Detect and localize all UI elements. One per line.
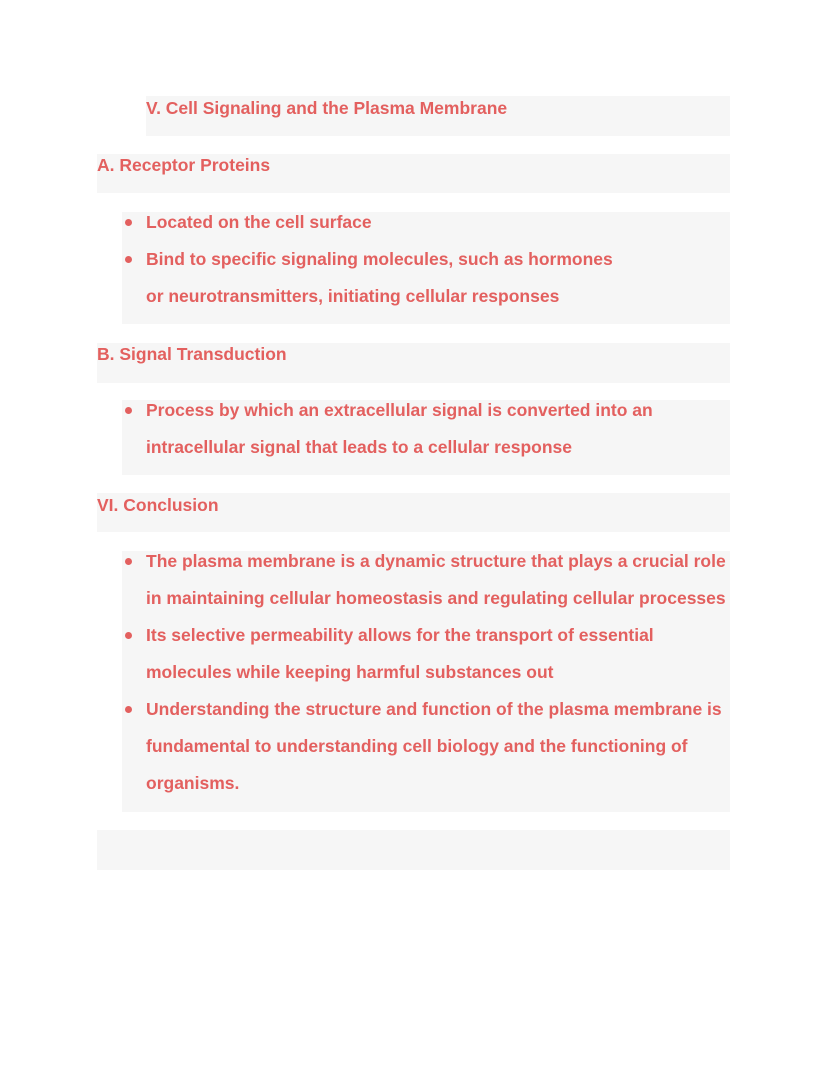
list-item: The plasma membrane is a dynamic structure that plays a crucial role in maintaining cellular homeostasis and regulating cellular processes (122, 543, 730, 617)
conclusion-heading: VI. Conclusion (97, 495, 219, 515)
signal-transduction-list (122, 392, 730, 466)
signal-transduction-list-container (122, 392, 730, 466)
list-item: Understanding the structure and function of the plasma membrane is fundamental to understanding cell biology and the functioning of organisms. (122, 691, 730, 802)
list-item: Its selective permeability allows for the transport of essential molecules while keeping harmful substances out (122, 617, 730, 691)
receptor-proteins-list (122, 204, 730, 315)
signal-transduction-heading: B. Signal Transduction (97, 344, 287, 364)
list-item: Located on the cell surface (122, 204, 730, 241)
receptor-proteins-list-container (122, 204, 730, 315)
list-item: Bind to specific signaling molecules, such as hormones or neurotransmitters, initiating cellular responses (122, 241, 730, 315)
empty-block (97, 830, 730, 870)
list-item: Process by which an extracellular signal is converted into an intracellular signal that leads to a cellular response (122, 392, 730, 466)
conclusion-list-container (122, 543, 730, 802)
receptor-proteins-heading: A. Receptor Proteins (97, 155, 271, 175)
conclusion-list (122, 543, 730, 802)
section-v-heading: V. Cell Signaling and the Plasma Membrane (146, 98, 508, 118)
